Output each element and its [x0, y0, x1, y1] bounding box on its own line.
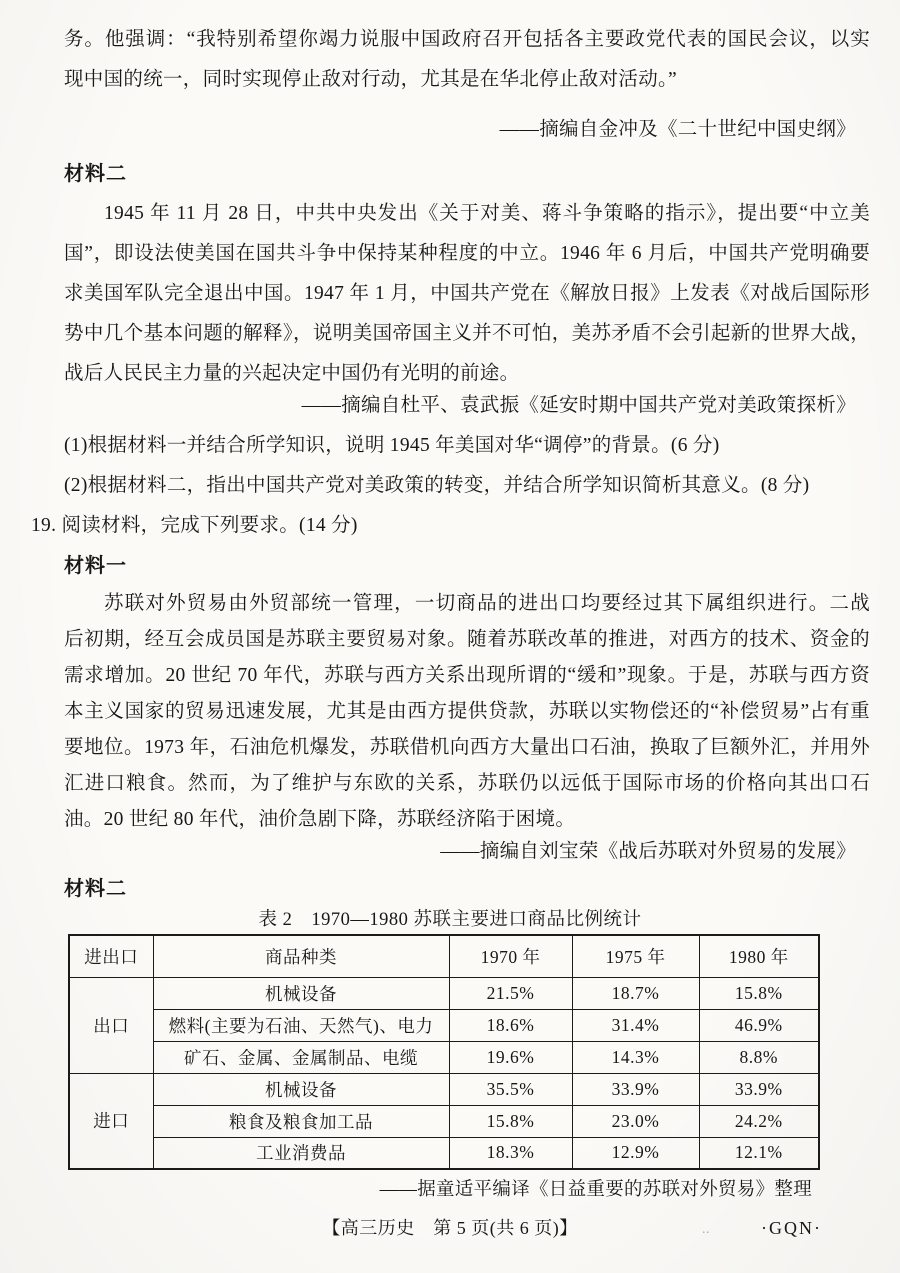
col-header-1980: 1980 年: [699, 935, 819, 977]
cell-value: 19.6%: [449, 1041, 572, 1073]
row-label: 粮食及粮食加工品: [153, 1105, 449, 1137]
cell-value: 31.4%: [572, 1009, 699, 1041]
cell-value: 18.3%: [449, 1137, 572, 1169]
source-attribution: ——摘编自刘宝荣《战后苏联对外贸易的发展》: [440, 841, 856, 862]
soviet-trade-paragraph: [64, 586, 870, 838]
table-title: 表 2 1970—1980 苏联主要进口商品比例统计: [258, 910, 642, 930]
col-header-category: 商品种类: [153, 935, 449, 977]
paragraph-line: 汇进口粮食。然而，为了维护与东欧的关系，苏联仍以远低于国际市场的价格向其出口石: [64, 773, 870, 794]
cell-value: 8.8%: [699, 1041, 819, 1073]
cell-value: 46.9%: [699, 1009, 819, 1041]
col-header-direction: 进出口: [69, 935, 153, 977]
table-header-row: [69, 935, 819, 977]
subquestion-2: (2)根据材料二，指出中国共产党对美政策的转变，并结合所学知识简析其意义。(8 分): [64, 475, 810, 496]
group-label-import: 进口: [69, 1073, 153, 1169]
row-label: 燃料(主要为石油、天然气)、电力: [153, 1009, 449, 1041]
col-header-1970: 1970 年: [449, 935, 572, 977]
cell-value: 33.9%: [572, 1073, 699, 1105]
group-label-export: 出口: [69, 977, 153, 1073]
paragraph-line: 1945 年 11 月 28 日，中共中央发出《关于对美、蒋斗争策略的指示》，提出要“中立美: [103, 203, 870, 224]
cell-value: 33.9%: [699, 1073, 819, 1105]
row-label: 机械设备: [153, 1073, 449, 1105]
paragraph-line: 后初期，经互会成员国是苏联主要贸易对象。随着苏联改革的推进，对西方的技术、资金的: [64, 629, 870, 650]
cell-value: 12.9%: [572, 1137, 699, 1169]
cell-value: 35.5%: [449, 1073, 572, 1105]
subquestion-1: (1)根据材料一并结合所学知识，说明 1945 年美国对华“调停”的背景。(6 分): [64, 435, 720, 456]
material-one-paragraph: [64, 20, 870, 100]
table-row: [69, 977, 819, 1009]
cell-value: 12.1%: [699, 1137, 819, 1169]
paragraph-line: 求美国军队完全退出中国。1947 年 1 月，中国共产党在《解放日报》上发表《对战后国际形: [64, 283, 870, 304]
table-row: [69, 1041, 819, 1073]
cell-value: 18.6%: [449, 1009, 572, 1041]
paragraph-line: 国”，即设法使美国在国共斗争中保持某种程度的中立。1946 年 6 月后，中国共产党明确要: [64, 243, 870, 264]
paragraph-line: 本主义国家的贸易迅速发展，尤其是由西方提供贷款，苏联以实物偿还的“补偿贸易”占有重: [64, 701, 870, 722]
paragraph-line: 势中几个基本问题的解释》，说明美国帝国主义并不可怕，美苏矛盾不会引起新的世界大战，: [64, 323, 870, 344]
paragraph-line: 油。20 世纪 80 年代，油价急剧下降，苏联经济陷于困境。: [64, 809, 576, 830]
table-source-attribution: ——据童适平编译《日益重要的苏联对外贸易》整理: [379, 1180, 812, 1200]
cell-value: 18.7%: [572, 977, 699, 1009]
material-one-heading: 材料一: [64, 555, 127, 577]
col-header-1975: 1975 年: [572, 935, 699, 977]
import-export-table: [68, 934, 820, 1170]
cell-value: 15.8%: [449, 1105, 572, 1137]
paragraph-line: 需求增加。20 世纪 70 年代，苏联与西方关系出现所谓的“缓和”现象。于是，苏联与西方资: [64, 665, 870, 686]
paragraph-line: 战后人民民主力量的兴起决定中国仍有光明的前途。: [64, 363, 520, 384]
paragraph-line: 务。他强调：“我特别希望你竭力说服中国政府召开包括各主要政党代表的国民会议，以实: [64, 29, 870, 50]
material-two-paragraph: [64, 194, 870, 394]
table-row: [69, 1073, 819, 1105]
paper-code: ·GQN·: [761, 1218, 822, 1238]
row-label: 机械设备: [153, 977, 449, 1009]
paragraph-line: 要地位。1973 年，石油危机爆发，苏联借机向西方大量出口石油，换取了巨额外汇，并用外: [64, 737, 870, 758]
scan-mark: ..: [702, 1222, 710, 1237]
question-19-intro: 19. 阅读材料，完成下列要求。(14 分): [31, 515, 358, 536]
cell-value: 21.5%: [449, 977, 572, 1009]
paragraph-line: 现中国的统一，同时实现停止敌对行动，尤其是在华北停止敌对活动。”: [64, 69, 678, 90]
cell-value: 15.8%: [699, 977, 819, 1009]
source-attribution: ——摘编自杜平、袁武振《延安时期中国共产党对美政策探析》: [301, 395, 856, 416]
source-attribution: ——摘编自金冲及《二十世纪中国史纲》: [499, 119, 856, 140]
row-label: 工业消费品: [153, 1137, 449, 1169]
cell-value: 24.2%: [699, 1105, 819, 1137]
table-row: [69, 1009, 819, 1041]
material-two-heading: 材料二: [64, 878, 127, 900]
page-number-label: 【高三历史 第 5 页(共 6 页)】: [322, 1218, 578, 1238]
table-row: [69, 1137, 819, 1169]
cell-value: 14.3%: [572, 1041, 699, 1073]
material-two-heading: 材料二: [64, 163, 127, 185]
table-row: [69, 1105, 819, 1137]
cell-value: 23.0%: [572, 1105, 699, 1137]
page-footer: [0, 1214, 900, 1242]
row-label: 矿石、金属、金属制品、电缆: [153, 1041, 449, 1073]
paragraph-line: 苏联对外贸易由外贸部统一管理，一切商品的进出口均要经过其下属组织进行。二战: [103, 593, 870, 614]
